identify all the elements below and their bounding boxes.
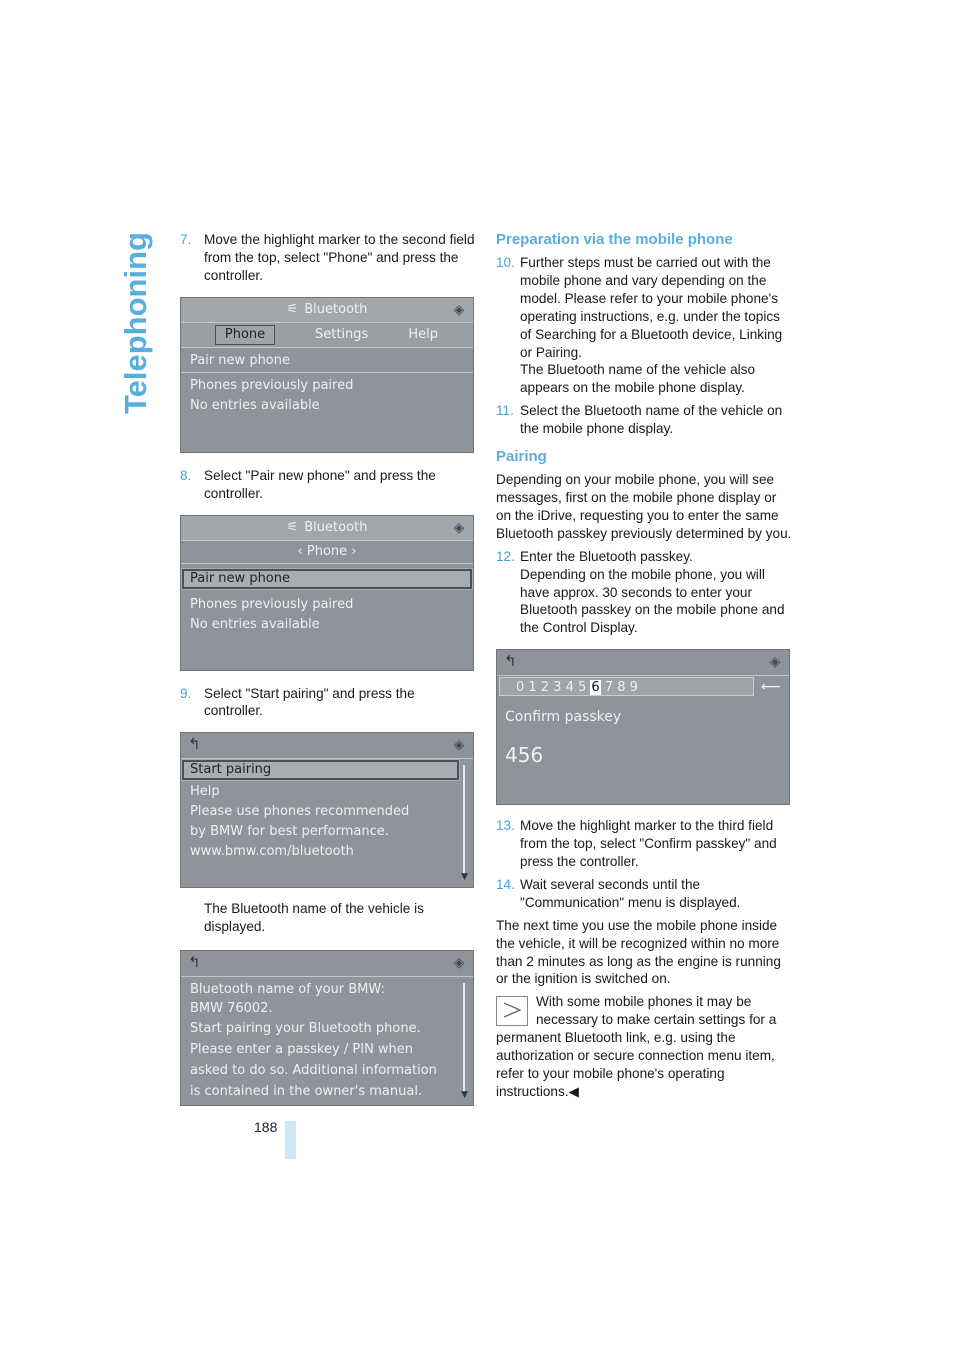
list-empty-text: No entries available: [190, 397, 320, 413]
screen-bluetooth-phone-tab: [180, 297, 474, 453]
step-number: 8.: [180, 467, 192, 483]
heading-preparation: Preparation via the mobile phone: [496, 231, 733, 248]
step-number: 9.: [180, 685, 192, 701]
digit-speller[interactable]: [499, 677, 754, 696]
step-extra: Depending on the mobile phone, you will have approx. 30 seconds to enter your Bluetooth passkey on the mobile phone and the Control Display.: [520, 566, 785, 636]
step-body: [520, 254, 792, 397]
back-icon[interactable]: ↰: [188, 735, 201, 754]
step-number: 11.: [496, 403, 514, 419]
screen-header: [181, 733, 473, 759]
step-number: 13.: [496, 818, 515, 834]
screen-passkey: [496, 649, 790, 805]
step-text: Select "Start pairing" and press the controller.: [204, 685, 415, 719]
info-text: BMW 76002.: [190, 1000, 273, 1016]
page-number: 188: [254, 1119, 278, 1135]
screen-bluetooth-phone-menu: [180, 515, 474, 671]
back-icon[interactable]: ↰: [504, 652, 517, 671]
screen-header: [181, 298, 473, 323]
step-text: Wait several seconds until the "Communication" menu is displayed.: [520, 876, 741, 910]
step-8: [180, 467, 476, 503]
right-column: [496, 231, 792, 1101]
bluetooth-icon: ⚟: [286, 301, 299, 317]
step-text: Move the highlight marker to the third field from the top, select "Confirm passkey" and press the controller.: [520, 818, 777, 870]
controller-icon: ◈: [453, 301, 465, 318]
step-text: Further steps must be carried out with the mobile phone and vary depending on the model. Please refer to your mobile phone's operating instructions, e.g. under the topics of Searching for a Bluetooth device, Linking or Pairing.: [520, 255, 783, 360]
screen-bluetooth-name: [180, 950, 474, 1106]
step-9: [180, 685, 476, 721]
info-text: asked to do so. Additional information: [190, 1062, 437, 1078]
digits-after[interactable]: 7 8 9: [600, 680, 638, 696]
scroll-down-icon[interactable]: ▼: [461, 1090, 468, 1101]
screen-header: [181, 951, 473, 977]
tab-help[interactable]: Help: [408, 326, 438, 342]
tab-phone[interactable]: Phone: [215, 325, 275, 345]
scroll-down-icon[interactable]: ▼: [461, 872, 468, 883]
step-number: 7.: [180, 232, 192, 247]
controller-icon: ◈: [769, 654, 781, 671]
controller-icon: ◈: [453, 955, 465, 972]
info-text: is contained in the owner's manual.: [190, 1083, 423, 1099]
scrollbar[interactable]: [463, 983, 465, 1095]
step-12: [496, 548, 792, 638]
list-heading: Phones previously paired: [190, 377, 354, 393]
section-title: Telephoning: [118, 232, 153, 414]
menu-item-confirm-passkey[interactable]: Confirm passkey: [505, 709, 622, 726]
screen-title: Bluetooth: [304, 301, 368, 317]
tab-settings[interactable]: Settings: [315, 326, 369, 342]
submenu-phone[interactable]: ‹ Phone ›: [181, 541, 473, 564]
step-extra: The Bluetooth name of the vehicle also appears on the mobile phone display.: [520, 362, 756, 396]
step-number: 12.: [496, 548, 515, 564]
enter-icon[interactable]: ⟵: [760, 679, 781, 696]
step-7: [180, 231, 476, 285]
step-number: 10.: [496, 255, 515, 270]
info-text: Start pairing your Bluetooth phone.: [190, 1020, 421, 1036]
screen-title: Bluetooth: [304, 519, 368, 535]
step-text: Select the Bluetooth name of the vehicle on the mobile phone display.: [520, 403, 783, 437]
menu-item-pair-new-phone-selected[interactable]: Pair new phone: [181, 568, 473, 590]
step-14: [496, 876, 792, 912]
step-text: Select "Pair new phone" and press the controller.: [204, 467, 436, 501]
scrollbar[interactable]: [463, 765, 465, 877]
screen-header: [497, 650, 789, 676]
heading-pairing: Pairing: [496, 448, 547, 466]
note-icon: [496, 996, 528, 1026]
step-text: Move the highlight marker to the second field from the top, select "Phone" and press the controller.: [204, 232, 475, 283]
digit-selected[interactable]: 6: [591, 680, 600, 696]
step-11: [496, 402, 792, 438]
pairing-intro: Depending on your mobile phone, you will see messages, first on the mobile phone display or on the iDrive, requesting you to enter the same Bluetooth passkey previously determined by you.: [496, 472, 792, 541]
step-text: Enter the Bluetooth passkey.: [520, 548, 693, 564]
controller-icon: ◈: [453, 519, 465, 536]
next-time-text: The next time you use the mobile phone inside the vehicle, it will be recognized within no more than 2 minutes as long as the engine is running or the ignition is switched on.: [496, 917, 781, 987]
back-icon[interactable]: ↰: [188, 953, 201, 972]
list-empty-text: No entries available: [190, 616, 320, 632]
step-13: [496, 817, 792, 871]
info-text: www.bmw.com/bluetooth: [190, 844, 354, 860]
info-text: Bluetooth name of your BMW:: [190, 981, 385, 997]
info-text: Please enter a passkey / PIN when: [190, 1041, 414, 1057]
menu-item-pair-new-phone[interactable]: Pair new phone: [181, 350, 473, 373]
note-text: The Bluetooth name of the vehicle is displayed.: [204, 901, 424, 935]
bluetooth-icon: ⚟: [286, 519, 299, 535]
tab-bar: [181, 323, 473, 348]
controller-icon: ◈: [453, 737, 465, 754]
tip-block: [496, 993, 792, 1100]
left-column: [180, 231, 476, 1106]
menu-item-help[interactable]: Help: [190, 784, 220, 800]
screen-header: [181, 516, 473, 541]
info-text: Please use phones recommended: [190, 804, 410, 820]
step-number: 14.: [496, 876, 515, 892]
digits-before[interactable]: 0 1 2 3 4 5: [516, 680, 591, 696]
page-marker: [285, 1121, 296, 1159]
info-text: by BMW for best performance.: [190, 824, 389, 840]
tip-text: With some mobile phones it may be necessary to make certain settings for a permanent Bluetooth link, e.g. using the authorization or secure connection menu item, refer to your mobile phone's operating instructions.◀: [496, 994, 777, 1099]
step-10: [496, 254, 792, 397]
menu-item-start-pairing[interactable]: Start pairing: [181, 759, 460, 781]
step-body: [520, 548, 792, 638]
screen-start-pairing: [180, 732, 474, 888]
list-heading: Phones previously paired: [190, 596, 354, 612]
passkey-value: 456: [505, 743, 544, 768]
